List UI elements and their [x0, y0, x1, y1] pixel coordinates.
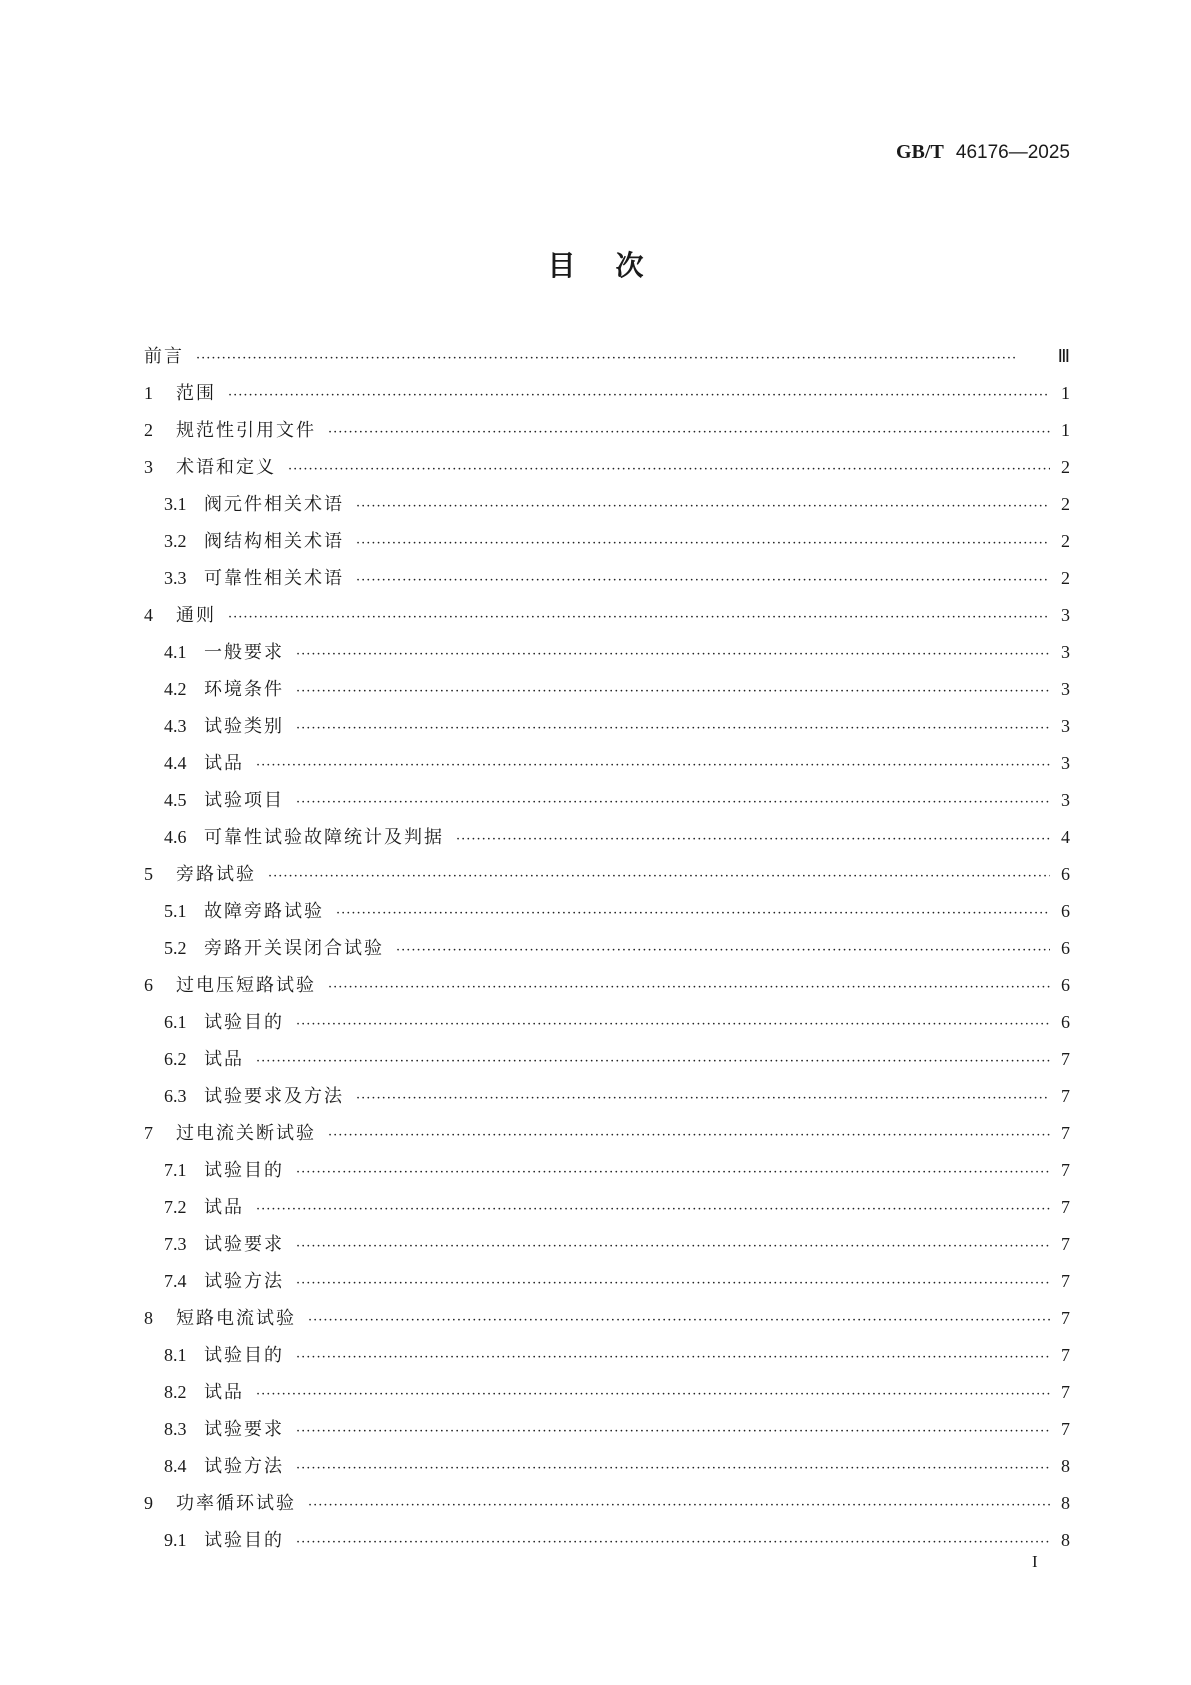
toc-entry-page: 6: [1061, 938, 1070, 958]
toc-entry-number: 7: [144, 1123, 153, 1143]
dot-leader: [228, 610, 1050, 625]
toc-entry-page: 7: [1061, 1234, 1070, 1254]
toc-entry-number: 7.4: [164, 1271, 187, 1291]
toc-entry[interactable]: [144, 453, 1070, 490]
toc-entry-page: 3: [1061, 679, 1070, 699]
toc-entry-title: 试验项目: [204, 790, 284, 811]
dot-leader: [296, 1017, 1050, 1032]
toc-entry-title: 前言: [144, 346, 184, 367]
dot-leader: [396, 943, 1050, 958]
toc-entry-title: 环境条件: [204, 679, 284, 700]
dot-leader: [296, 1239, 1050, 1254]
dot-leader: [356, 536, 1050, 551]
toc-entry-page: 2: [1061, 457, 1070, 477]
toc-entry-page: 3: [1061, 642, 1070, 662]
toc-entry-title: 试验目的: [204, 1530, 284, 1551]
dot-leader: [256, 1202, 1050, 1217]
toc-entry-title: 故障旁路试验: [204, 901, 324, 922]
toc-entry-title: 试品: [204, 1049, 244, 1070]
toc-entry-title: 可靠性试验故障统计及判据: [204, 827, 444, 848]
toc-entry[interactable]: [144, 1341, 1070, 1378]
toc-entry-page: 7: [1061, 1160, 1070, 1180]
dot-leader: [256, 1054, 1050, 1069]
toc-entry-number: 5.2: [164, 938, 187, 958]
toc-entry-page: 2: [1061, 568, 1070, 588]
dot-leader: [296, 1461, 1050, 1476]
toc-entry-title: 通则: [176, 605, 216, 626]
toc-entry-page: 7: [1061, 1049, 1070, 1069]
toc-entry-number: 8.4: [164, 1456, 187, 1476]
dot-leader: [328, 425, 1050, 440]
toc-entry-number: 7.3: [164, 1234, 187, 1254]
toc-entry[interactable]: [144, 1378, 1070, 1415]
dot-leader: [296, 1165, 1050, 1180]
toc-entry-page: 7: [1061, 1308, 1070, 1328]
toc-entry-page: 8: [1061, 1456, 1070, 1476]
toc-entry-number: 3.2: [164, 531, 187, 551]
dot-leader: [296, 1276, 1050, 1291]
toc-entry-page: 2: [1061, 494, 1070, 514]
toc-entry-number: 4.4: [164, 753, 187, 773]
toc-entry[interactable]: [144, 1045, 1070, 1082]
toc-entry-title: 可靠性相关术语: [204, 568, 344, 589]
toc-entry-page: 8: [1061, 1530, 1070, 1550]
toc-entry[interactable]: [144, 1193, 1070, 1230]
toc-entry[interactable]: [144, 527, 1070, 564]
toc-entry-number: 9: [144, 1493, 153, 1513]
dot-leader: [296, 1350, 1050, 1365]
toc-entry-page: 3: [1061, 716, 1070, 736]
toc-entry-page: 6: [1061, 864, 1070, 884]
dot-leader: [228, 388, 1050, 403]
dot-leader: [356, 1091, 1050, 1106]
toc-entry-title: 功率循环试验: [176, 1493, 296, 1514]
dot-leader: [356, 499, 1050, 514]
toc-entry-number: 2: [144, 420, 153, 440]
toc-entry-title: 旁路试验: [176, 864, 256, 885]
toc-entry-number: 3.1: [164, 494, 187, 514]
dot-leader: [296, 684, 1050, 699]
toc-entry-title: 试验目的: [204, 1345, 284, 1366]
toc-entry-title: 过电流关断试验: [176, 1123, 316, 1144]
toc-entry-page: 2: [1061, 531, 1070, 551]
toc-entry[interactable]: [144, 564, 1070, 601]
table-of-contents: [144, 342, 1070, 1563]
toc-entry-number: 1: [144, 383, 153, 403]
toc-entry-number: 4.6: [164, 827, 187, 847]
toc-entry-number: 6.2: [164, 1049, 187, 1069]
toc-entry-page: 3: [1061, 790, 1070, 810]
toc-entry-number: 9.1: [164, 1530, 187, 1550]
toc-entry-title: 阀结构相关术语: [204, 531, 344, 552]
toc-entry-title: 规范性引用文件: [176, 420, 316, 441]
toc-entry-page: Ⅲ: [1057, 346, 1070, 366]
toc-entry-title: 试验要求: [204, 1234, 284, 1255]
dot-leader: [328, 980, 1050, 995]
dot-leader: [256, 758, 1050, 773]
dot-leader: [336, 906, 1050, 921]
toc-entry-title: 试验目的: [204, 1012, 284, 1033]
dot-leader: [256, 1387, 1050, 1402]
toc-entry-number: 8.3: [164, 1419, 187, 1439]
toc-entry-page: 6: [1061, 901, 1070, 921]
toc-entry-number: 7.1: [164, 1160, 187, 1180]
toc-entry-page: 3: [1061, 753, 1070, 773]
toc-entry-title: 试品: [204, 1197, 244, 1218]
toc-entry[interactable]: [144, 1267, 1070, 1304]
dot-leader: [288, 462, 1050, 477]
dot-leader: [456, 832, 1050, 847]
toc-entry-number: 4.1: [164, 642, 187, 662]
toc-entry-title: 短路电流试验: [176, 1308, 296, 1329]
toc-entry-page: 6: [1061, 1012, 1070, 1032]
toc-entry-number: 7.2: [164, 1197, 187, 1217]
toc-entry-number: 6.3: [164, 1086, 187, 1106]
dot-leader: [308, 1498, 1050, 1513]
toc-entry-number: 4: [144, 605, 153, 625]
toc-entry-number: 8: [144, 1308, 153, 1328]
toc-entry-title: 阀元件相关术语: [204, 494, 344, 515]
toc-entry-number: 6: [144, 975, 153, 995]
toc-entry-page: 7: [1061, 1271, 1070, 1291]
toc-entry-title: 试验目的: [204, 1160, 284, 1181]
page-title: 目次: [547, 249, 684, 282]
dot-leader: [296, 647, 1050, 662]
toc-entry[interactable]: [144, 1008, 1070, 1045]
toc-entry-number: 5: [144, 864, 153, 884]
toc-entry[interactable]: [144, 1415, 1070, 1452]
dot-leader: [356, 573, 1050, 588]
toc-entry-title: 试验要求及方法: [204, 1086, 344, 1107]
dot-leader: [308, 1313, 1050, 1328]
toc-entry-page: 1: [1061, 420, 1070, 440]
toc-entry[interactable]: [144, 416, 1070, 453]
toc-entry[interactable]: [144, 749, 1070, 786]
toc-entry[interactable]: [144, 1452, 1070, 1489]
toc-entry[interactable]: [144, 675, 1070, 712]
toc-entry-number: 4.2: [164, 679, 187, 699]
toc-entry-title: 旁路开关误闭合试验: [204, 938, 384, 959]
toc-entry[interactable]: [144, 1156, 1070, 1193]
toc-entry[interactable]: [144, 897, 1070, 934]
toc-entry-title: 试品: [204, 753, 244, 774]
toc-entry[interactable]: [144, 1304, 1070, 1341]
toc-entry[interactable]: [144, 379, 1070, 416]
toc-entry-title: 术语和定义: [176, 457, 276, 478]
toc-entry[interactable]: [144, 823, 1070, 860]
toc-entry-title: 试验方法: [204, 1456, 284, 1477]
toc-entry-title: 一般要求: [204, 642, 284, 663]
toc-entry-page: 6: [1061, 975, 1070, 995]
toc-entry-title: 范围: [176, 383, 216, 404]
toc-entry[interactable]: [144, 1230, 1070, 1267]
toc-entry-page: 3: [1061, 605, 1070, 625]
toc-entry-number: 5.1: [164, 901, 187, 921]
toc-entry-page: 7: [1061, 1086, 1070, 1106]
toc-entry-page: 7: [1061, 1197, 1070, 1217]
toc-entry[interactable]: [144, 1119, 1070, 1156]
dot-leader: [328, 1128, 1050, 1143]
toc-entry-number: 6.1: [164, 1012, 187, 1032]
toc-entry[interactable]: [144, 342, 1070, 379]
toc-entry-number: 4.3: [164, 716, 187, 736]
toc-entry[interactable]: [144, 712, 1070, 749]
toc-entry-page: 1: [1061, 383, 1070, 403]
toc-entry[interactable]: [144, 971, 1070, 1008]
toc-entry-page: 8: [1061, 1493, 1070, 1513]
dot-leader: [196, 351, 1050, 366]
standard-number-header: [896, 141, 1070, 164]
toc-entry[interactable]: [144, 490, 1070, 527]
toc-entry-number: 4.5: [164, 790, 187, 810]
toc-entry-page: 4: [1061, 827, 1070, 847]
toc-entry[interactable]: [144, 786, 1070, 823]
toc-entry-number: 3: [144, 457, 153, 477]
toc-entry-number: 8.2: [164, 1382, 187, 1402]
toc-entry-title: 试验类别: [204, 716, 284, 737]
standard-number: 46176—2025: [955, 142, 1070, 163]
toc-entry-number: 3.3: [164, 568, 187, 588]
toc-entry[interactable]: [144, 934, 1070, 971]
toc-entry-title: 试验要求: [204, 1419, 284, 1440]
toc-entry-title: 试验方法: [204, 1271, 284, 1292]
toc-entry-number: 8.1: [164, 1345, 187, 1365]
page-number: I: [1032, 1552, 1038, 1571]
toc-entry[interactable]: [144, 601, 1070, 638]
toc-entry[interactable]: [144, 1082, 1070, 1119]
toc-entry-page: 7: [1061, 1345, 1070, 1365]
toc-entry-page: 7: [1061, 1123, 1070, 1143]
toc-entry[interactable]: [144, 1526, 1070, 1563]
standard-prefix: GB/T: [896, 141, 944, 163]
dot-leader: [296, 1535, 1050, 1550]
toc-entry-title: 试品: [204, 1382, 244, 1403]
toc-entry-page: 7: [1061, 1419, 1070, 1439]
dot-leader: [296, 721, 1050, 736]
dot-leader: [268, 869, 1050, 884]
toc-entry[interactable]: [144, 1489, 1070, 1526]
toc-entry[interactable]: [144, 638, 1070, 675]
dot-leader: [296, 1424, 1050, 1439]
toc-entry-title: 过电压短路试验: [176, 975, 316, 996]
dot-leader: [296, 795, 1050, 810]
toc-entry[interactable]: [144, 860, 1070, 897]
toc-entry-page: 7: [1061, 1382, 1070, 1402]
